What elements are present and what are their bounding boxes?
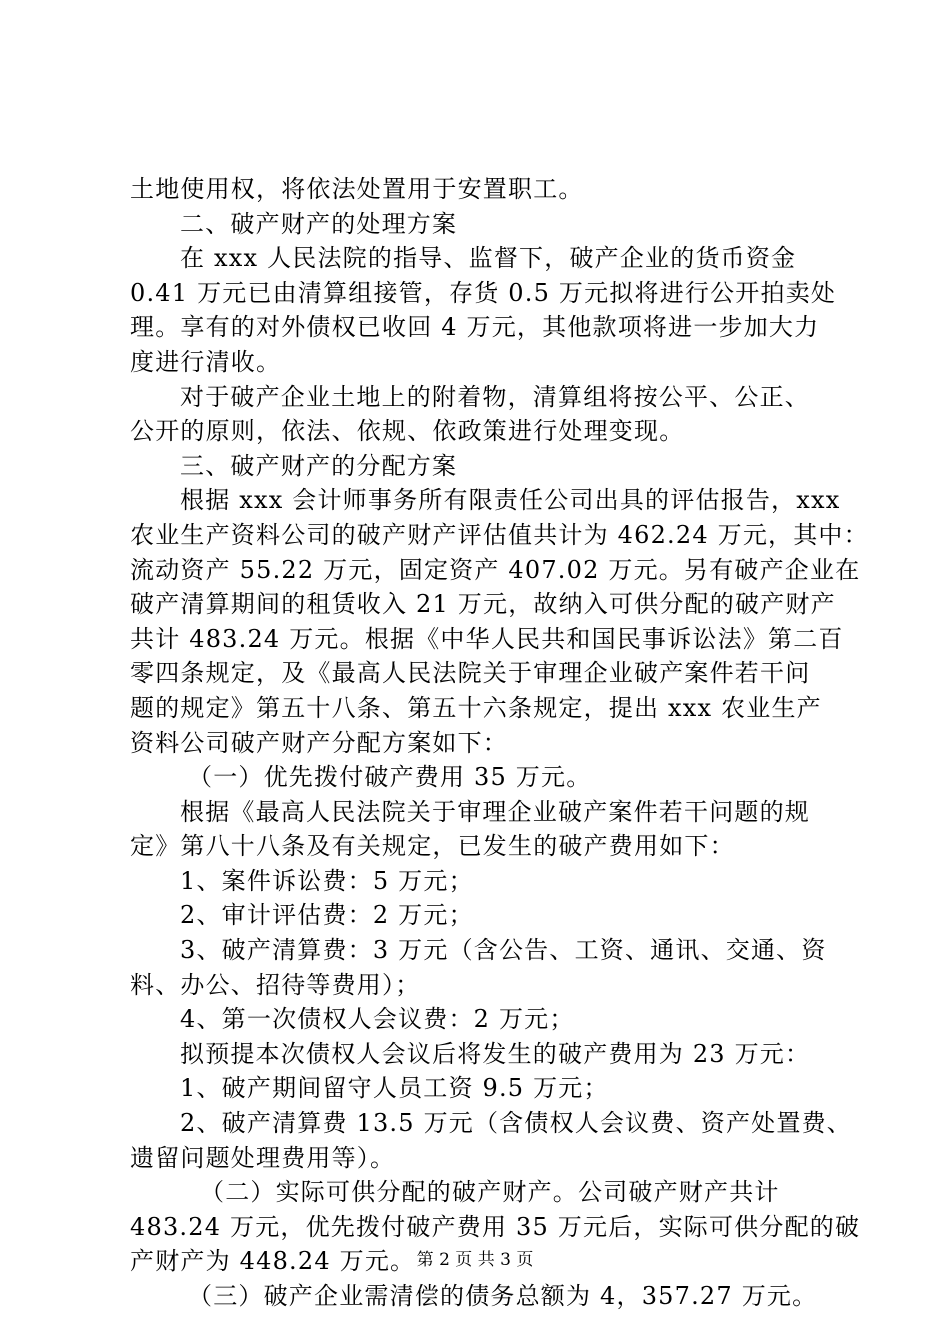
subsection-heading: （三）破产企业需清偿的债务总额为 4，357.27 万元。 (188, 1282, 818, 1310)
list-item: 4、第一次债权人会议费：2 万元； (180, 1005, 575, 1034)
subsection-heading: （一）优先拨付破产费用 35 万元。 (188, 763, 592, 792)
text-line: 公开的原则，依法、依规、依政策进行处理变现。 (130, 417, 685, 446)
text-line: 根据 xxx 会计师事务所有限责任公司出具的评估报告，xxx (180, 486, 841, 515)
text-line: 破产清算期间的租赁收入 21 万元，故纳入可供分配的破产财产 (130, 590, 836, 619)
text-line: 农业生产资料公司的破产财产评估值共计为 462.24 万元，其中： (130, 520, 869, 549)
section-heading: 二、破产财产的处理方案 (180, 209, 458, 238)
section-heading: 三、破产财产的分配方案 (180, 451, 458, 480)
text-line: 在 xxx 人民法院的指导、监督下，破产企业的货币资金 (180, 244, 797, 273)
text-line: 度进行清收。 (130, 347, 282, 376)
text-line: 共计 483.24 万元。根据《中华人民共和国民事诉讼法》第二百 (130, 624, 844, 653)
text-line: 产财产为 448.24 万元。 (130, 1247, 416, 1276)
text-line: 拟预提本次债权人会议后将发生的破产费用为 23 万元： (180, 1039, 811, 1068)
text-line: 零四条规定，及《最高人民法院关于审理企业破产案件若干问 (130, 659, 811, 688)
text-line: 资料公司破产财产分配方案如下： (130, 728, 508, 757)
text-line: 对于破产企业土地上的附着物，清算组将按公平、公正、 (180, 382, 810, 411)
text-line: 483.24 万元，优先拨付破产费用 35 万元后，实际可供分配的破 (130, 1212, 861, 1241)
text-line: 理。享有的对外债权已收回 4 万元，其他款项将进一步加大力 (130, 313, 820, 342)
list-item: 2、审计评估费：2 万元； (180, 901, 474, 930)
text-line: 料、办公、招待等费用）； (130, 970, 421, 999)
text-line: 遗留问题处理费用等）。 (130, 1143, 396, 1172)
document-body (130, 172, 869, 1314)
list-item: 1、破产期间留守人员工资 9.5 万元； (180, 1074, 609, 1103)
text-line: 根据《最高人民法院关于审理企业破产案件若干问题的规 (180, 797, 810, 826)
text-line: 0.41 万元已由清算组接管，存货 0.5 万元拟将进行公开拍卖处 (130, 278, 837, 307)
subsection-heading: （二）实际可供分配的破产财产。公司破产财产共计 (200, 1178, 780, 1207)
text-line: 流动资产 55.22 万元，固定资产 407.02 万元。另有破产企业在 (130, 555, 861, 584)
list-item: 2、破产清算费 13.5 万元（含债权人会议费、资产处置费、 (180, 1109, 852, 1138)
text-line: 土地使用权，将依法处置用于安置职工。 (130, 175, 584, 203)
list-item: 1、案件诉讼费：5 万元； (180, 866, 474, 895)
text-line: 定》第八十八条及有关规定，已发生的破产费用如下： (130, 832, 735, 861)
list-item: 3、破产清算费：3 万元（含公告、工资、通讯、交通、资 (180, 936, 827, 965)
text-line: 题的规定》第五十八条、第五十六条规定，提出 xxx 农业生产 (130, 693, 822, 722)
page-number-footer: 第 2 页 共 3 页 (416, 1250, 534, 1270)
